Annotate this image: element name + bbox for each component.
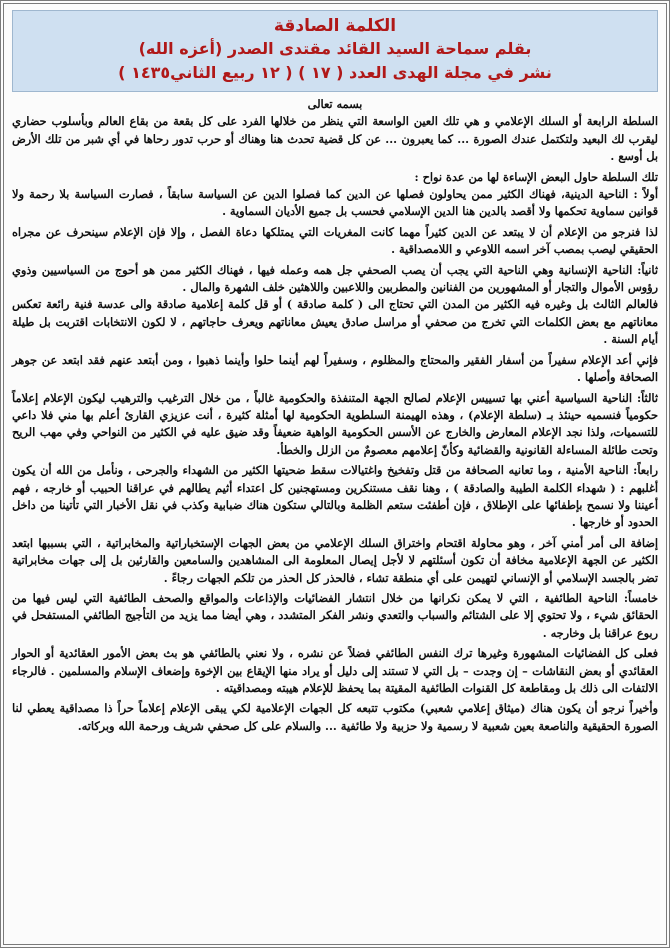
paragraph: خامساً: الناحية الطائفية ، التي لا يمكن نكرانها من خلال انتشار الفضائيات والإذاعات والمواقع والصحف الطائفية التي ليس فيها من الحقائق شيء ، ولا تحتوي إلا على الشتائم والسباب والتعدي ونشر الفكر المتشدد ، وهي أيضا مما يزيد من التأجيج الطائفي المستفحل في ربوع عراقنا بل وخارجه .: [12, 590, 658, 640]
paragraph: تلك السلطة حاول البعض الإساءة لها من عدة نواح :: [414, 169, 658, 184]
paragraph: فإني أعد الإعلام سفيراً من أسفار الفقير والمحتاج والمظلوم ، وسفيراً لهم أينما حلوا وأينما ذهبوا ، ومن أبتعد عنهم فقد ابتعد عن جوهر الصحافة وأصلها .: [12, 352, 658, 385]
publication-line: نشر في مجلة الهدى العدد ( ١٧ ) ( ١٢ ربيع الثاني١٤٣٥ ): [118, 63, 552, 82]
article-title: الكلمة الصادقة: [273, 16, 397, 36]
basmala: بسمه تعالى: [307, 97, 363, 111]
article-body: [12, 96, 658, 735]
paragraph: فالعالم الثالث بل وغيره فيه الكثير من المدن التي تحتاج الى ( كلمة صادقة ) أو قل كلمة إعلامية صادقة والى عدسة فنية رائعة تعكس معاناتهم مع بعض الكلمات التي تخرج من صحفي أو مراسل صادق يعيش معاناتهم ويعرف حاجاتهم ، لا لكون الانتخابات اقتربت بل طيلة أيام السنة .: [12, 297, 658, 347]
paragraph: إضافة الى أمر أمني آخر ، وهو محاولة اقتحام واختراق السلك الإعلامي من بعض الجهات الإستخباراتية والمخابراتية ، التي بسببها ابتعد الكثير عن الجهة الإعلامية مخافة أن تكون أسئلتهم لا لأجل إيصال المعلومة الى المشاهدين والسامعين والقارئين بل إلى جهات مخابراتية تضر بالجسد الإسلامي أو الإنساني لتهيمن على أي منطقة تشاء ، فالحذر كل الحذر من تلكم الجهات رجاءً .: [12, 535, 658, 585]
paragraph: لذا فنرجو من الإعلام أن لا يبتعد عن الدين كثيراً مهما كانت المغريات التي يمتلكها دعاة الفصل ، وإلا فإن الإعلام سينحرف عن مجراه الحقيقي ليصب بمصب آخر اسمه اللاوعي و اللامصداقية .: [12, 224, 658, 257]
paragraph: وأخيراً نرجو أن يكون هناك (ميثاق إعلامي شعبي) مكتوب تتبعه كل الجهات الإعلامية لكي يبقى الإعلام إعلاماً حراً ذا مصداقية يعطي لنا الصورة الحقيقية والناصعة بعين شعبية لا رسمية ولا حزبية ولا طائفية ... والسلام على كل صحفي شريف ورحمة الله وبركاته.: [12, 701, 658, 733]
paragraph: فعلى كل الفضائيات المشهورة وغيرها ترك النفس الطائفي فضلاً عن نشره ، ولا نعني بالطائفي هو بث بعض الأمور العقائدية أو الحوار العقائدي أو بعض النقاشات – إن وجدت – بل التي لا تستند إلى دليل أو يراد منها الإيقاع بين الإخوة وإضعاف الإسلام والمسلمين . فالرجاء الالتفات الى ذلك بل ومقاطعة كل القنوات الطائفية المقيتة بما يحفظ للإعلام هيبته ومصداقيته .: [12, 646, 658, 695]
paragraph: ثالثاً: الناحية السياسية أعني بها تسييس الإعلام لصالح الجهة المتنفذة والحكومية غالباً ، من خلال الترغيب والترهيب ليكون الإعلام إعلاماً حكومياً فنسميه حينئذ بـ (سلطة الإعلام) ، وهذه الهيمنة السلطوية الحكومية لها أمثلة كثيرة ، أنت عزيزي القارئ أعلم بها مني فلا داعي للتسميات، ولذا نجد الإعلام المعارض والخارج عن الأسس الحكومية الواهية ضعيفاً وقد ضيق عليه في الكثير من النواحي وفي مهب الريح وتحت طائلة المساءلة القانونية والقضائية وكأنّ إعلامهم معصومٌ من الزلل والخطأ.: [12, 390, 658, 457]
paragraph: أولاً : الناحية الدينية، فهناك الكثير ممن يحاولون فصلها عن الدين كما فصلوا الدين عن السياسة سابقاً ، فصارت السياسة بلا رحمة ولا قوانين سماوية تحكمها ولا أقصد بالدين هنا الدين الإسلامي فحسب بل جميع الأديان السماوية .: [12, 187, 658, 219]
paragraph: ثانياً: الناحية الإنسانية وهي الناحية التي يجب أن يصب الصحفي جل همه وعمله فيها ، فهناك الكثير ممن هو أحوج من السياسيين وذوي رؤوس الأموال والتجار أو المشهورين من الفنانين والمطربين واللاعبين واللاهثين خلف الشهرة والمال .: [12, 262, 658, 295]
paragraph: رابعاً: الناحية الأمنية ، وما تعانيه الصحافة من قتل وتفخيخ واغتيالات سقط ضحيتها الكثير من الشهداء والجرحى ، ونأمل من الله أن يكون أغلبهم : ( شهداء الكلمة الطيبة والصادقة ) ، وهنا نقف مستنكرين ومستهجنين كل اعتداء أثيم يطالهم في عراقنا الحبيب أو خارجه ، فهم أعيننا ولا نسمح بإطفائها على الإطلاق ، فإن أطفئت ستعم الظلمة وبالتالي ستكون هناك ضبابية وكذب في نقل الأخبار التي تأتينا من داخل الحدود أو خارجها .: [12, 463, 658, 530]
author-line: بقلم سماحة السيد القائد مقتدى الصدر (أعزه الله): [138, 39, 532, 58]
article-header: [12, 10, 658, 92]
paragraph: السلطة الرابعة أو السلك الإعلامي و هي تلك العين الواسعة التي ينظر من خلالها الفرد على كل بقعة من بقاع العالم وبأسلوب حضاري ليقرب لك البعيد ولتكتمل عندك الصورة ... كما يعبرون ... عن كل قضية تحدث هنا وهناك أو حرب تدور رحاها في أي شبر من تلك الأرض بل أوسع .: [12, 114, 658, 164]
